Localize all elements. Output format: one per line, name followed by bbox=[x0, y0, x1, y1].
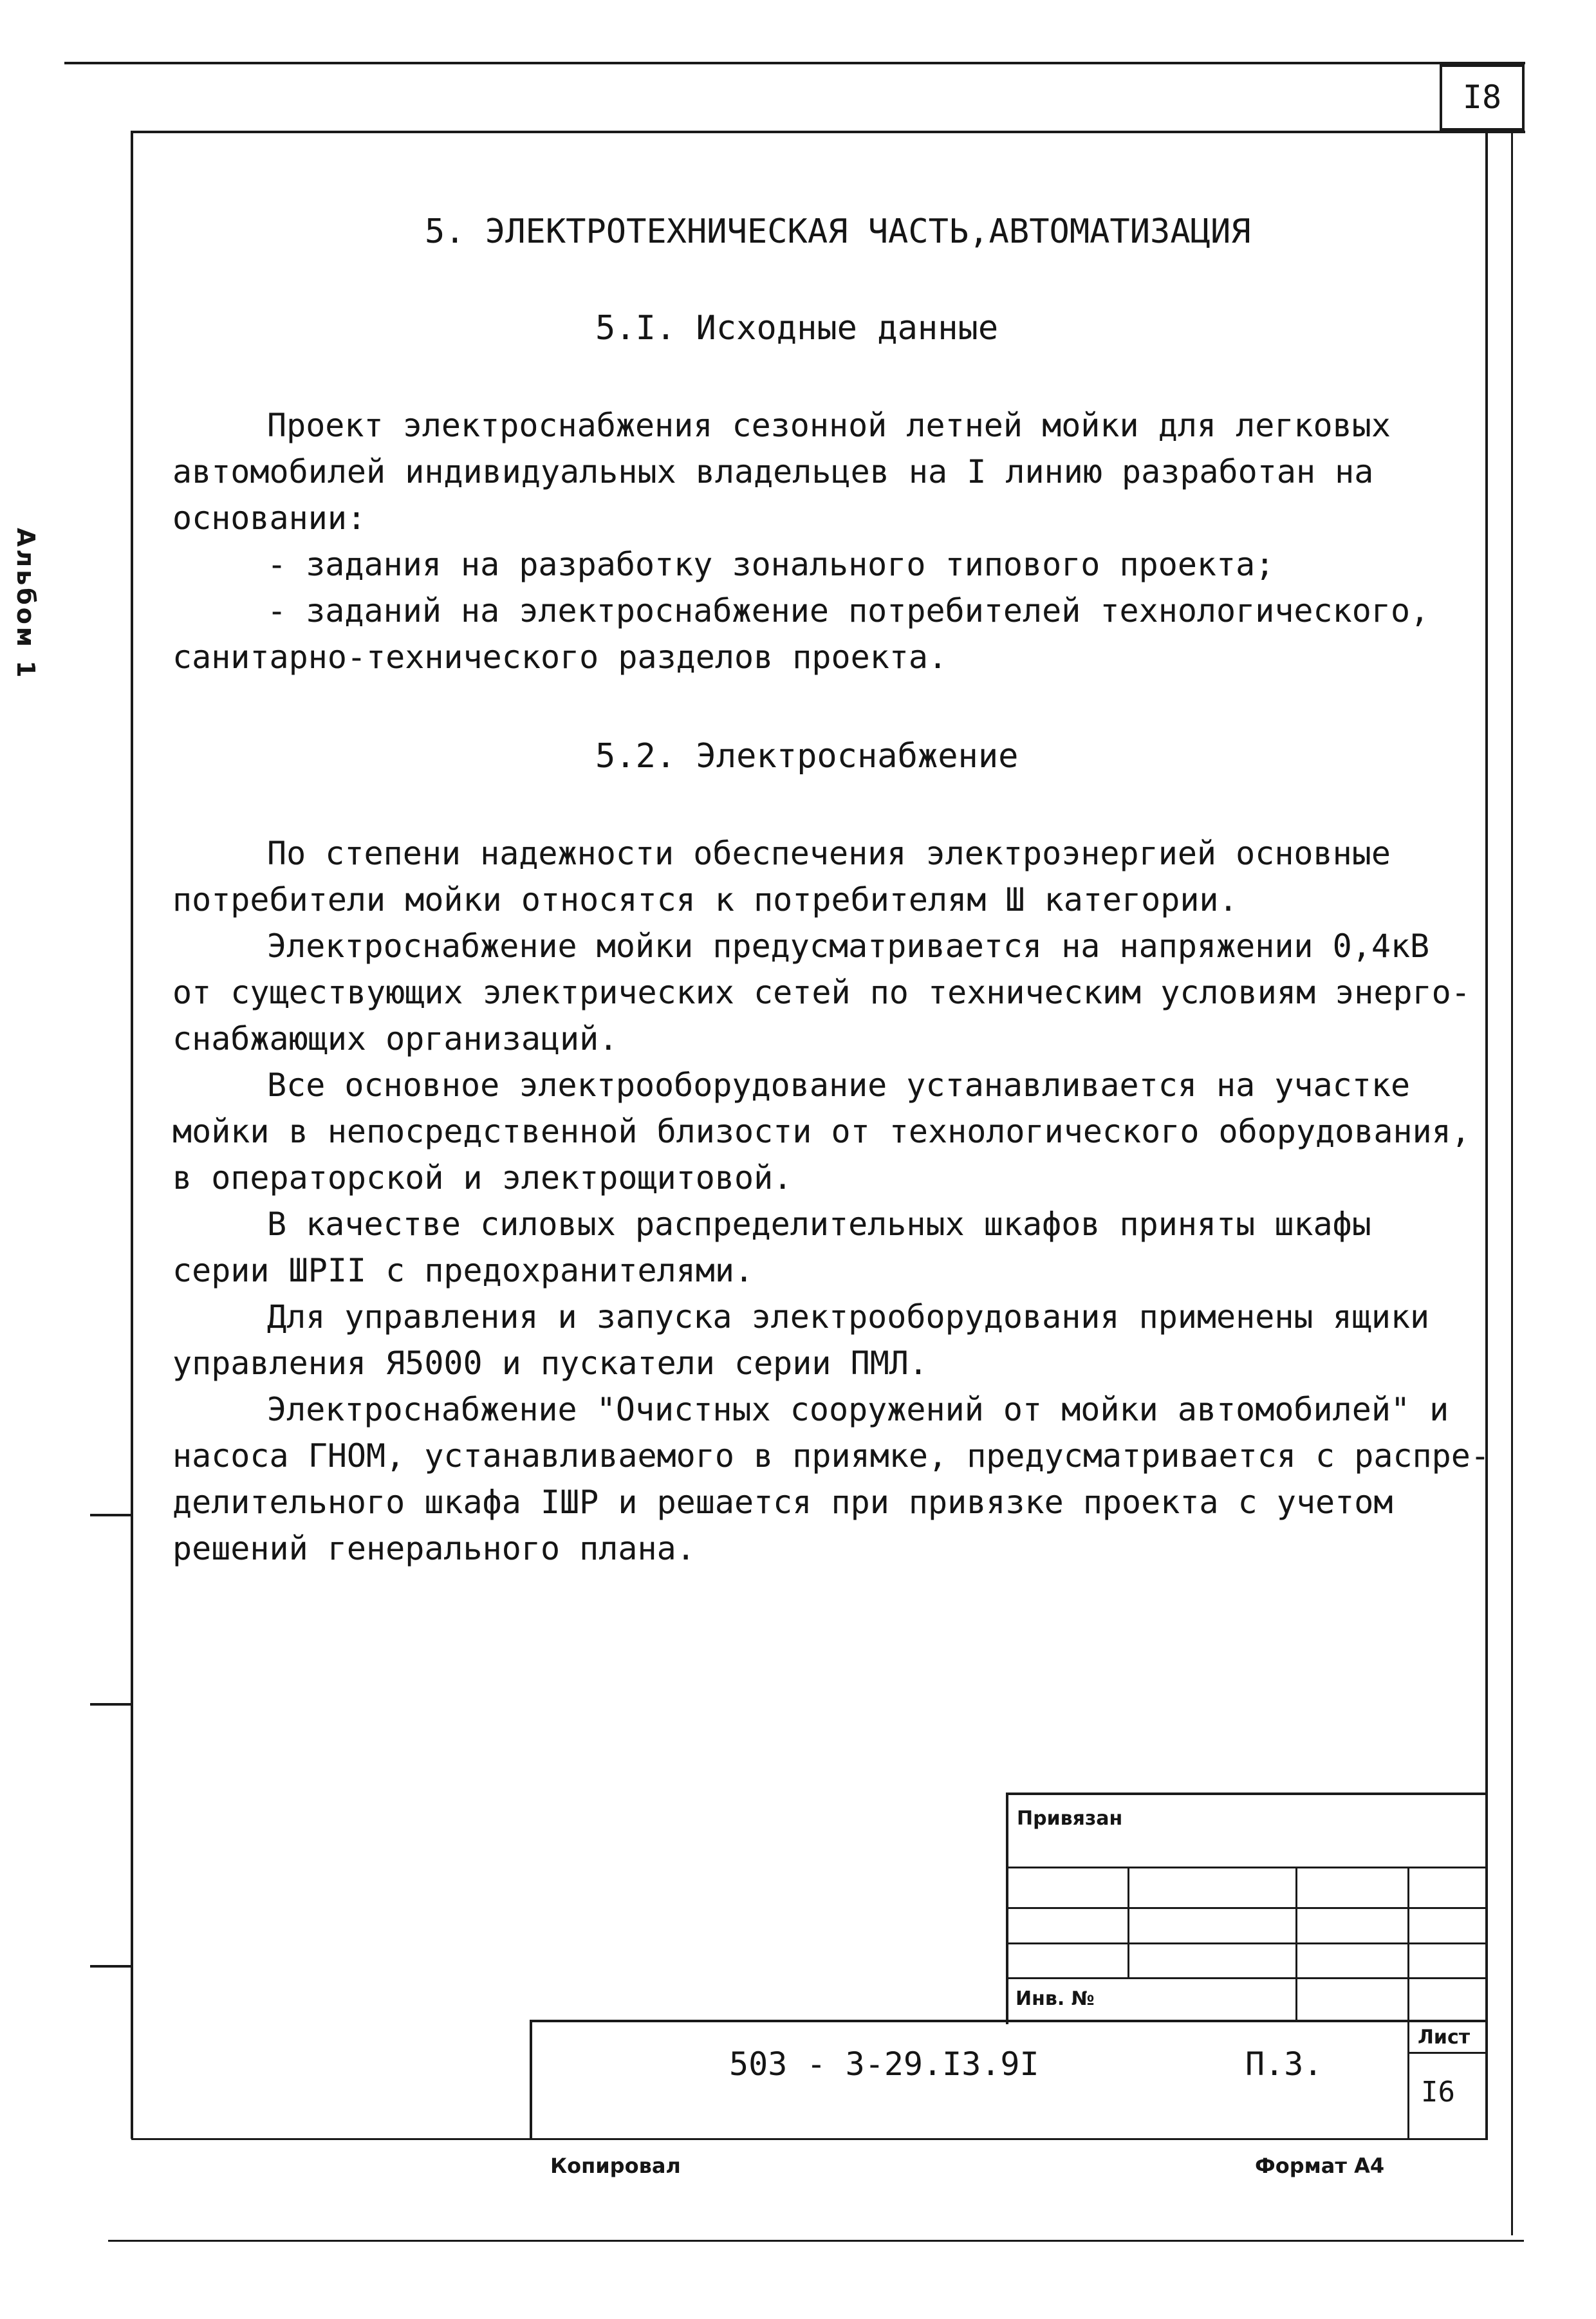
sub2-line-7: мойки в непосредственной близости от технологического оборудования, bbox=[172, 1113, 1471, 1150]
sub2-line-4: от существующих электрических сетей по техническим условиям энерго- bbox=[172, 974, 1471, 1011]
sub2-line-14: насоса ГНОМ, устанавливаемого в приямке, предусматривается с распре- bbox=[172, 1437, 1490, 1475]
grid-col-3 bbox=[1407, 1867, 1409, 2021]
sub2-line-2: потребители мойки относятся к потребителям Ш категории. bbox=[172, 881, 1238, 918]
document-code: 503 - 3-29.I3.9I bbox=[729, 2045, 1039, 2083]
sub2-line-13: Электроснабжение "Очистных сооружений от мойки автомобилей" и bbox=[267, 1391, 1449, 1428]
sub1-line-3: основании: bbox=[172, 499, 367, 537]
page-number: I8 bbox=[1462, 79, 1502, 116]
sub2-line-5: снабжающих организаций. bbox=[172, 1020, 618, 1057]
grid-row-3 bbox=[1006, 1942, 1487, 1944]
sheet-number: I6 bbox=[1421, 2076, 1455, 2109]
sheet-cell-divider bbox=[1407, 2052, 1487, 2054]
sub2-line-6: Все основное электрооборудование устанавливается на участке bbox=[267, 1066, 1411, 1104]
sub2-line-1: По степени надежности обеспечения электроэнергией основные bbox=[267, 835, 1391, 872]
grid-row-1 bbox=[1006, 1867, 1487, 1868]
sub2-line-10: серии ШРII с предохранителями. bbox=[172, 1252, 754, 1289]
frame-top bbox=[131, 131, 1525, 133]
sub1-line-5: - заданий на электроснабжение потребителей технологического, bbox=[267, 592, 1430, 629]
sub2-line-8: в операторской и электрощитовой. bbox=[172, 1159, 793, 1197]
document-part: П.3. bbox=[1245, 2045, 1323, 2083]
sub1-line-4: - задания на разработку зонального типового проекта; bbox=[267, 546, 1275, 583]
grid-col-2 bbox=[1295, 1867, 1297, 2021]
sub2-line-11: Для управления и запуска электрооборудования применены ящики bbox=[267, 1298, 1430, 1336]
grid-col-1 bbox=[1127, 1867, 1129, 1977]
sub1-line-6: санитарно-технического разделов проекта. bbox=[172, 638, 948, 676]
subsection-2-title: 5.2. Электроснабжение bbox=[595, 737, 1019, 776]
sub1-line-2: автомобилей индивидуальных владельцев на I линию разработан на bbox=[172, 453, 1374, 490]
sub2-line-15: делительного шкафа IШР и решается при привязке проекта с учетом bbox=[172, 1484, 1393, 1521]
copied-by-label: Копировал bbox=[550, 2154, 681, 2178]
sub2-line-12: управления Я5000 и пускатели серии ПМЛ. bbox=[172, 1345, 928, 1382]
format-label: Формат А4 bbox=[1255, 2154, 1385, 2178]
sub2-line-9: В качестве силовых распределительных шкафов приняты шкафы bbox=[267, 1206, 1371, 1243]
frame-right-outer bbox=[1511, 131, 1513, 2235]
top-border-line bbox=[64, 62, 1525, 64]
grid-row-2 bbox=[1006, 1907, 1487, 1909]
frame-right bbox=[1485, 131, 1488, 2139]
bottom-border-line bbox=[108, 2240, 1524, 2242]
album-side-label: Альбом 1 bbox=[12, 528, 40, 680]
margin-tick-2 bbox=[90, 1703, 133, 1706]
stamp-left bbox=[530, 2020, 532, 2139]
stamp-top bbox=[531, 2020, 1487, 2022]
sub1-line-1: Проект электроснабжения сезонной летней мойки для легковых bbox=[267, 407, 1391, 444]
grid-row-4 bbox=[1006, 1977, 1487, 1979]
section-title: 5. ЭЛЕКТРОТЕХНИЧЕСКАЯ ЧАСТЬ,АВТОМАТИЗАЦИЯ bbox=[425, 212, 1251, 251]
page-number-box bbox=[1440, 64, 1525, 131]
frame-left bbox=[131, 131, 133, 2139]
sub2-line-16: решений генерального плана. bbox=[172, 1530, 696, 1567]
privyazan-label: Привязан bbox=[1017, 1807, 1123, 1830]
inv-number-label: Инв. № bbox=[1016, 1988, 1095, 2010]
margin-tick-1 bbox=[90, 1514, 133, 1516]
sheet-label: Лист bbox=[1418, 2026, 1471, 2049]
frame-bottom bbox=[131, 2138, 1488, 2140]
sheet-cell-left bbox=[1407, 2020, 1409, 2139]
grid-top bbox=[1006, 1793, 1487, 1795]
sub2-line-3: Электроснабжение мойки предусматривается на напряжении 0,4кВ bbox=[267, 927, 1430, 965]
margin-tick-3 bbox=[90, 1965, 133, 1968]
subsection-1-title: 5.I. Исходные данные bbox=[595, 309, 999, 348]
